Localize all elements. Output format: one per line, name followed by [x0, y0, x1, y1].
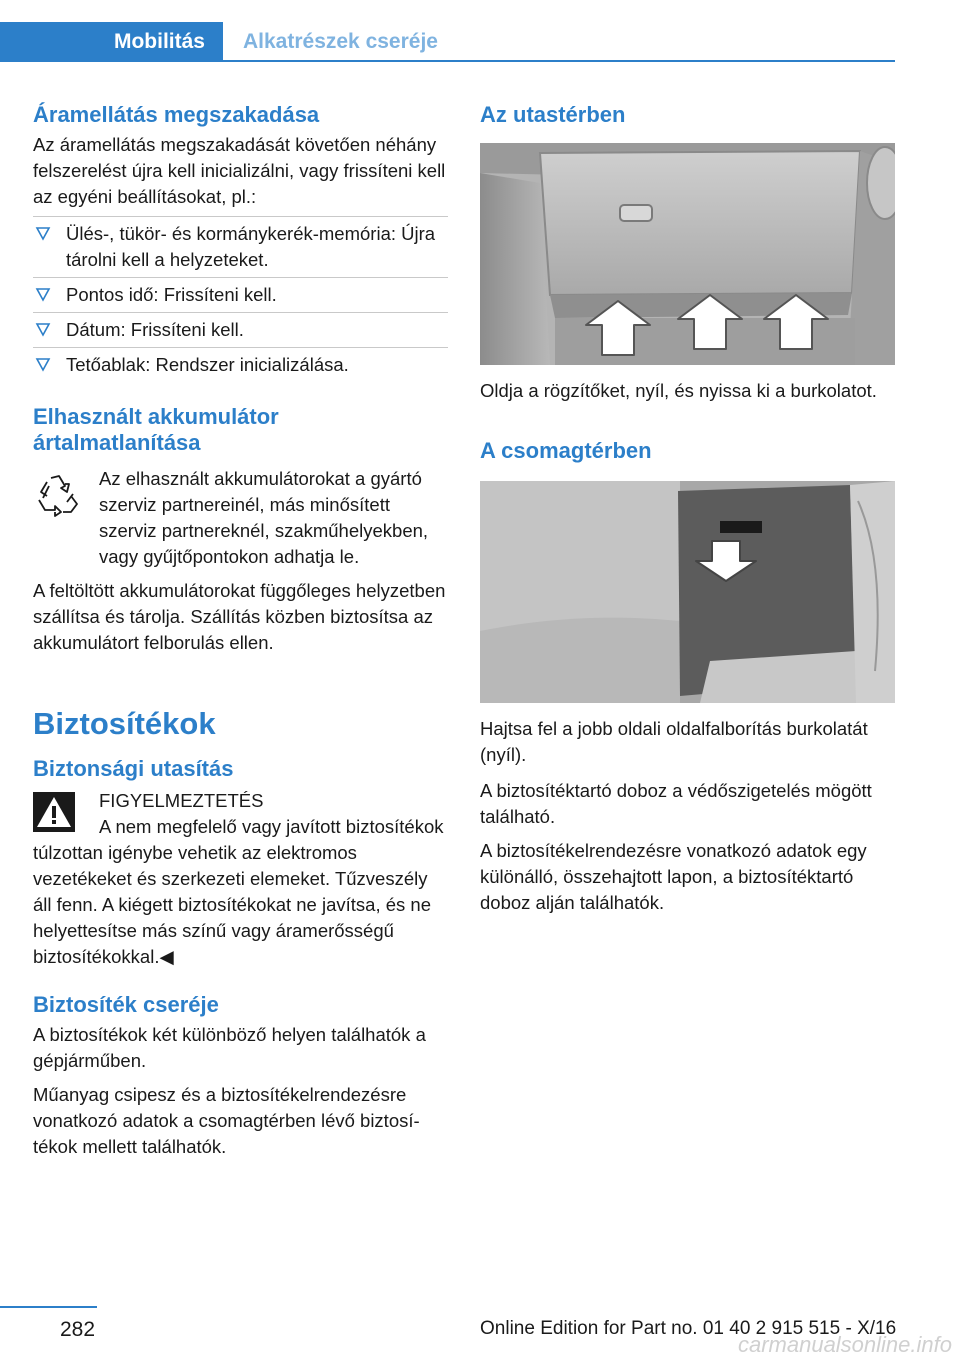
section-tab-parts-replacement[interactable]: Alkatrészek cseréje: [243, 30, 438, 53]
trunk-instruction: Hajtsa fel a jobb oldali oldalfalborítás burkolatát (nyíl).: [480, 718, 868, 765]
warning-triangle-icon: [33, 792, 75, 832]
page-header: [0, 0, 960, 64]
trunk-photo: [480, 481, 895, 703]
battery-storage-text: A feltöltött akkumulátorokat függőleges helyzetben szállítsa és tárolja. Szállítás közben biztosítsa az akkumulátort felborulás ellen.: [33, 580, 446, 653]
warning-text: A nem megfelelő vagy javított biztosítékok túlzottan igénybe vehetik az elektromos vezetékeket és szerkezeti elemeket. Tűzveszély áll fenn. A kiégett biztosítékokat ne javítsa, és ne helyettesítse más színű vagy áramerősségű biztosítékokkal.◀: [33, 816, 444, 967]
left-column: [33, 102, 448, 1160]
fuse-replacement-title: Biztosíték cseréje: [33, 992, 219, 1017]
list-item: Tetőablak: Rendszer inicializálása.: [33, 348, 448, 382]
fuse-box-location-text: A biztosítéktartó doboz a védőszigetelés mögött található.: [480, 780, 872, 827]
list-item: Pontos idő: Frissíteni kell.: [33, 278, 448, 313]
fuse-locations-text: A biztosítékok két különböző helyen találhatók a gépjárműben.: [33, 1024, 426, 1071]
list-item: Ülés-, tükör- és kormánykerék-memória: Újra tárolni kell a helyzeteket.: [33, 216, 448, 278]
page-number-divider: [0, 1306, 97, 1308]
glovebox-illustration: [480, 143, 895, 365]
power-interruption-text: Az áramellátás megszakadását követően néhány felszerelést újra kell inicializálni, vagy frissíteni kell az egyéni beállításokat, pl.:: [33, 134, 446, 207]
triangle-bullet-icon: [35, 287, 51, 303]
list-item: Dátum: Frissíteni kell.: [33, 313, 448, 348]
warning-block: [33, 788, 448, 970]
battery-disposal-text: Az elhasznált akkumulátorokat a gyártó szerviz partnereinél, más minősített szerviz partnereknél, szakműhelyekben, vagy gyűjtőpontokon adhatja le.: [99, 468, 429, 567]
right-column: [480, 102, 895, 916]
fuses-title: Biztosítékok: [33, 706, 216, 741]
watermark: carmanualsonline.info: [737, 1332, 952, 1357]
interior-title: Az utastérben: [480, 102, 626, 127]
power-interruption-title: Áramellátás megszakadása: [33, 102, 320, 127]
interior-instruction: Oldja a rögzítőket, nyíl, és nyissa ki a burkolatot.: [480, 380, 877, 401]
trunk-panel-illustration: [480, 481, 895, 703]
triangle-bullet-icon: [35, 322, 51, 338]
fuse-tweezers-text: Műanyag csipesz és a biztosítékelrendezésre vonatkozó adatok a csomagtérben lévő biztosítékok mellett találhatók.: [33, 1084, 420, 1157]
header-divider: [223, 60, 895, 62]
edition-footer: Online Edition for Part no. 01 40 2 915 515 - X/16: [480, 1318, 897, 1339]
power-items-list: [33, 216, 448, 382]
safety-note-title: Biztonsági utasítás: [33, 756, 234, 781]
triangle-bullet-icon: [35, 357, 51, 373]
interior-photo: [480, 143, 895, 365]
fuse-layout-info-text: A biztosítékelrendezésre vonatkozó adatok egy különálló, összehajtott lapon, a biztosítéktartó doboz alján találhatók.: [480, 840, 867, 913]
trunk-title: A csomagtérben: [480, 438, 652, 463]
recycle-icon: [33, 470, 83, 520]
section-tab-mobility[interactable]: Mobilitás: [0, 22, 223, 62]
page-number: 282: [60, 1318, 96, 1341]
battery-disposal-title: Elhasznált akkumulátor ártalmatlanítása: [33, 404, 279, 455]
triangle-bullet-icon: [35, 226, 51, 242]
warning-label: FIGYELMEZTETÉS: [99, 790, 264, 811]
battery-disposal-block: [33, 466, 448, 570]
